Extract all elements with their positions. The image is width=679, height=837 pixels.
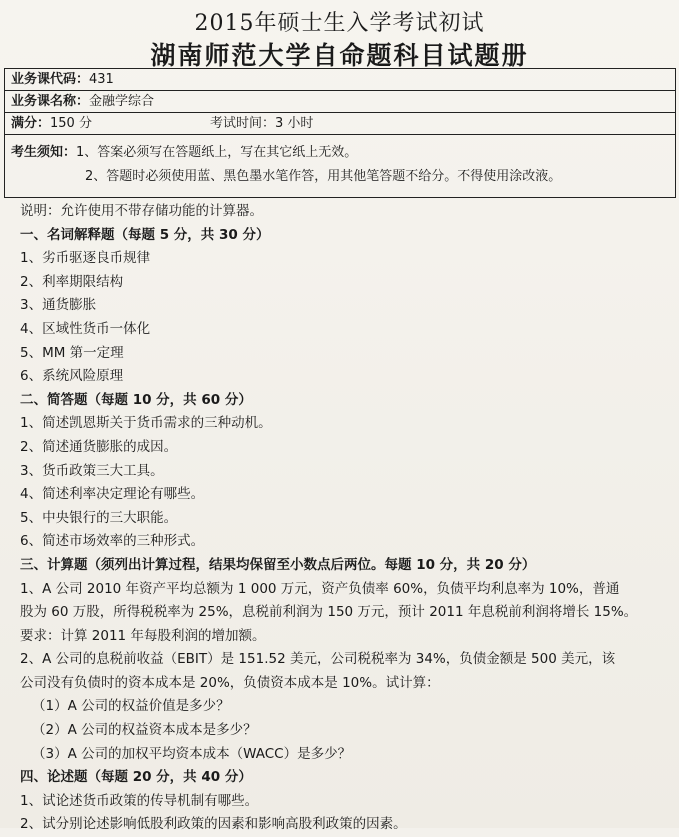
- section-1-item: 5、MM 第一定理: [20, 344, 124, 361]
- section-4-item: 1、试论述货币政策的传导机制有哪些。: [20, 792, 259, 809]
- notice-line-1: [11, 141, 675, 165]
- section-2-title: 二、简答题（每题 10 分，共 60 分）: [20, 391, 252, 408]
- section-3-title: 三、计算题（须列出计算过程，结果均保留至小数点后两位。每题 10 分，共 20 分）: [20, 556, 536, 573]
- section-1-item: 1、劣币驱逐良币规律: [20, 250, 151, 267]
- section-2-item: 3、货币政策三大工具。: [20, 462, 164, 479]
- section-1-title: 一、名词解释题（每题 5 分，共 30 分）: [20, 226, 270, 243]
- course-code-value: 431: [89, 72, 114, 87]
- section-2-item: 4、简述利率决定理论有哪些。: [20, 486, 205, 503]
- section-4-item: 2、试分别论述影响低股利政策的因素和影响高股利政策的因素。: [20, 816, 407, 833]
- section-2-item: 6、简述市场效率的三种形式。: [20, 533, 205, 550]
- notice-item-2: 2、答题时必须使用蓝、黑色墨水笔作答，用其他笔答题不给分。不得使用涂改液。: [85, 169, 562, 184]
- question-content: [20, 200, 670, 837]
- exam-title-year: 2015年硕士生入学考试初试: [194, 11, 485, 36]
- calc-question-2-line-2: 公司没有负债时的资本成本是 20%，负债资本成本是 10%。试计算：: [20, 674, 440, 691]
- section-2-item: 1、简述凯恩斯关于货币需求的三种动机。: [20, 415, 272, 432]
- candidate-notice-row: [5, 135, 675, 197]
- score-time-row: [5, 113, 675, 135]
- calc-question-2-sub: （2）A 公司的权益资本成本是多少？: [32, 722, 257, 739]
- calc-question-2-sub: （1）A 公司的权益价值是多少？: [32, 698, 230, 715]
- exam-time-label: 考试时间：: [210, 116, 276, 131]
- course-code-row: [5, 69, 675, 91]
- section-4-title: 四、论述题（每题 20 分，共 40 分）: [20, 769, 252, 786]
- calc-question-1-line-2: 股为 60 万股，所得税税率为 25%，息税前利润为 150 万元，预计 2011 年息税前利润将增长 15%。: [20, 604, 638, 621]
- calc-question-1-line-1: 1、A 公司 2010 年资产平均总额为 1 000 万元，资产负债率 60%，负债平均利息率为 10%，普通: [20, 580, 620, 597]
- course-code-label: 业务课代码：: [11, 72, 90, 87]
- section-2-item: 2、简述通货膨胀的成因。: [20, 438, 178, 455]
- exam-time: [210, 113, 313, 135]
- calculator-note: 说明：允许使用不带存储功能的计算器。: [20, 203, 263, 219]
- section-1-item: 3、通货膨胀: [20, 297, 97, 314]
- exam-title-university: 湖南师范大学自命题科目试题册: [150, 41, 529, 70]
- calc-question-2-sub: （3）A 公司的加权平均资本成本（WACC）是多少？: [32, 745, 352, 762]
- section-2-item: 5、中央银行的三大职能。: [20, 509, 178, 526]
- course-name-value: 金融学综合: [89, 94, 155, 109]
- full-score-label: 满分：: [11, 116, 51, 131]
- section-1-item: 4、区域性货币一体化: [20, 320, 151, 337]
- section-1-item: 2、利率期限结构: [20, 273, 124, 290]
- course-name-row: [5, 91, 675, 113]
- section-1-item: 6、系统风险原理: [20, 368, 124, 385]
- notice-item-1: 1、答案必须写在答题纸上，写在其它纸上无效。: [76, 145, 358, 160]
- course-name-label: 业务课名称：: [11, 94, 90, 109]
- exam-info-table: [4, 68, 676, 198]
- exam-time-value: 3 小时: [275, 116, 314, 131]
- notice-label: 考生须知：: [11, 145, 77, 160]
- full-score-value: 150 分: [50, 116, 92, 131]
- calc-question-2-line-1: 2、A 公司的息税前收益（EBIT）是 151.52 美元，公司税税率为 34%，负债金额是 500 美元，该: [20, 651, 616, 668]
- calc-question-1-requirement: 要求：计算 2011 年每股利润的增加额。: [20, 627, 266, 644]
